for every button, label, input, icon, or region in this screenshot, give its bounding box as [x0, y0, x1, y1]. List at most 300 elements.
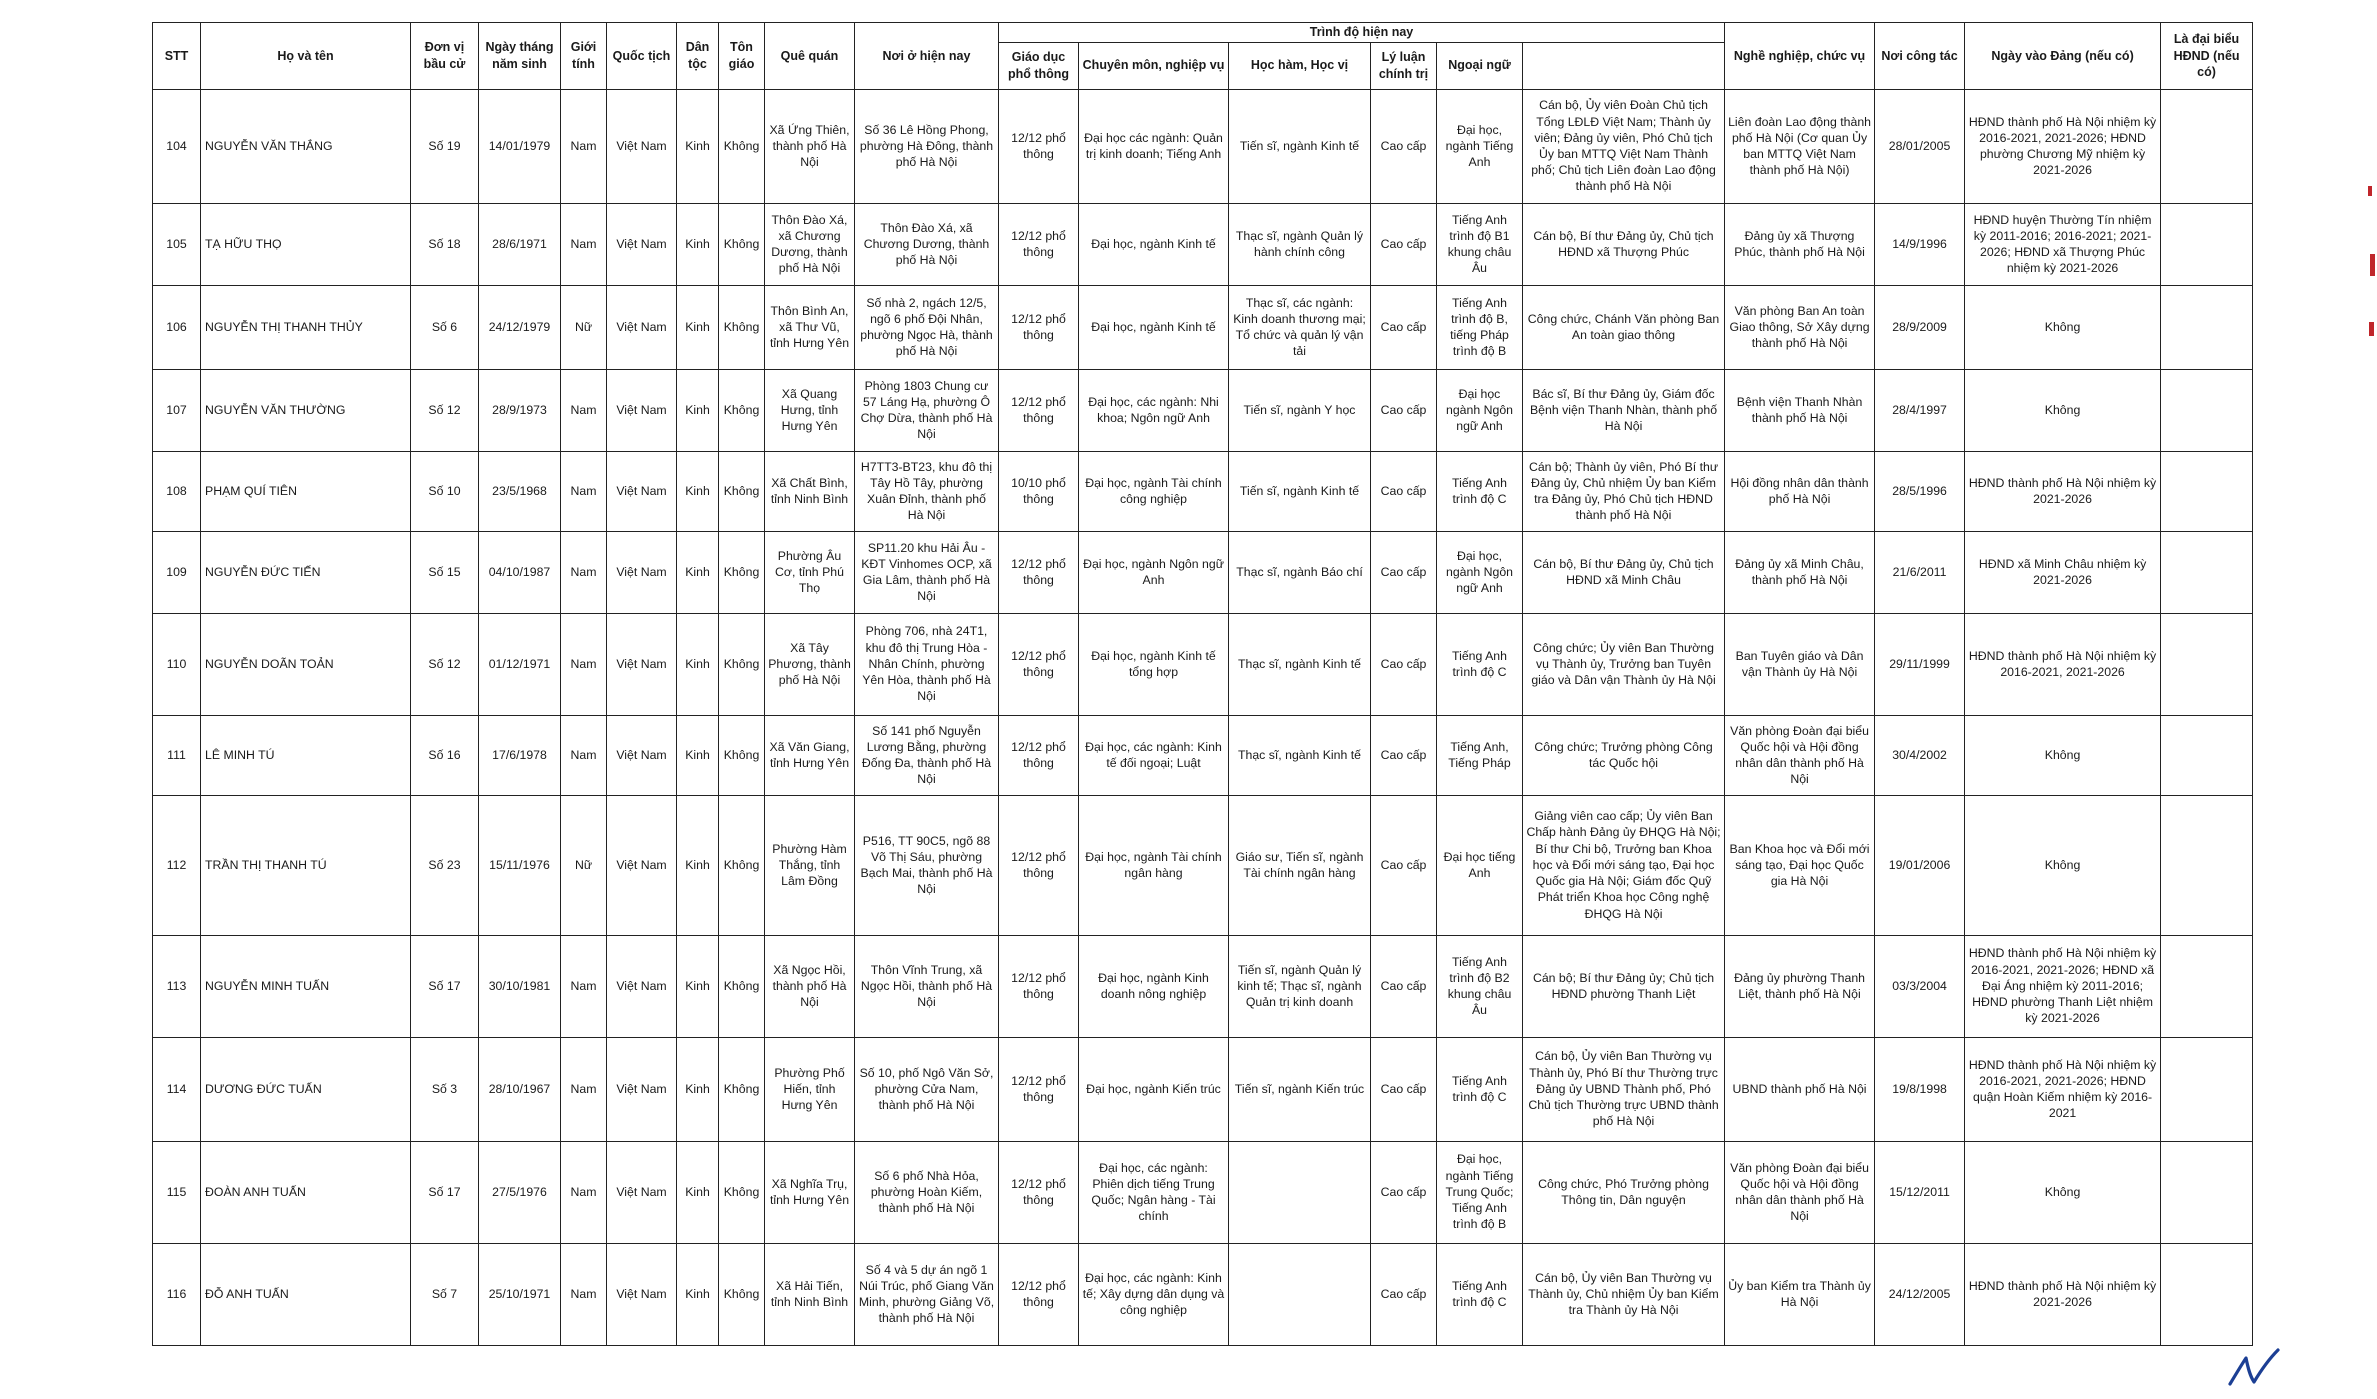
col-header-qualification-group: Trình độ hiện nay — [999, 23, 1725, 43]
political-theory: Cao cấp — [1371, 613, 1437, 715]
specialty: Đại học, ngành Kinh tế — [1079, 285, 1229, 369]
occupation-position: Công chức, Chánh Văn phòng Ban An toàn giao thông — [1523, 285, 1725, 369]
row-stt: 106 — [153, 285, 201, 369]
workplace: Đảng ủy xã Thượng Phúc, thành phố Hà Nội — [1725, 203, 1875, 285]
nationality: Việt Nam — [607, 203, 677, 285]
row-stt: 116 — [153, 1243, 201, 1345]
workplace: Ban Tuyên giáo và Dân vận Thành ủy Hà Nội — [1725, 613, 1875, 715]
table-row — [153, 369, 2253, 451]
candidate-name: LÊ MINH TÚ — [201, 715, 411, 795]
row-stt: 105 — [153, 203, 201, 285]
religion: Không — [719, 795, 765, 935]
col-header-dob: Ngày tháng năm sinh — [479, 23, 561, 90]
electoral-unit: Số 16 — [411, 715, 479, 795]
electoral-unit: Số 17 — [411, 935, 479, 1037]
academic-degree: Thạc sĩ, các ngành: Kinh doanh thương mại; Tổ chức và quản lý vận tải — [1229, 285, 1371, 369]
specialty: Đại học, ngành Kinh tế tổng hợp — [1079, 613, 1229, 715]
academic-degree: Tiến sĩ, ngành Kinh tế — [1229, 451, 1371, 531]
col-header-nationality: Quốc tịch — [607, 23, 677, 90]
note — [2161, 369, 2253, 451]
table-row — [153, 795, 2253, 935]
ethnicity: Kinh — [677, 369, 719, 451]
party-join-date: 14/9/1996 — [1875, 203, 1965, 285]
council-delegate: HĐND xã Minh Châu nhiệm kỳ 2021-2026 — [1965, 531, 2161, 613]
council-delegate: HĐND thành phố Hà Nội nhiệm kỳ 2016-2021, 2021-2026; HĐND xã Đại Áng nhiệm kỳ 2011-2016; HĐND phường Thanh Liệt nhiệm kỳ 2021-2026 — [1965, 935, 2161, 1037]
nationality: Việt Nam — [607, 613, 677, 715]
academic-degree: Tiến sĩ, ngành Y học — [1229, 369, 1371, 451]
hometown: Xã Tây Phương, thành phố Hà Nội — [765, 613, 855, 715]
academic-degree: Tiến sĩ, ngành Quản lý kinh tế; Thạc sĩ, ngành Quản trị kinh doanh — [1229, 935, 1371, 1037]
gender: Nam — [561, 89, 607, 203]
nationality: Việt Nam — [607, 935, 677, 1037]
occupation-position: Giảng viên cao cấp; Ủy viên Ban Chấp hành Đảng ủy ĐHQG Hà Nội; Bí thư Chi bộ, Trưởng ban Khoa học và Đổi mới sáng tạo, Đại học Quốc gia Hà Nội; Giám đốc Quỹ Phát triển Khoa học Công nghệ ĐHQG Hà Nội — [1523, 795, 1725, 935]
academic-degree: Thạc sĩ, ngành Kinh tế — [1229, 613, 1371, 715]
row-stt: 113 — [153, 935, 201, 1037]
political-theory: Cao cấp — [1371, 369, 1437, 451]
candidate-name: NGUYỄN VĂN THẮNG — [201, 89, 411, 203]
political-theory: Cao cấp — [1371, 935, 1437, 1037]
workplace: Đảng ủy phường Thanh Liệt, thành phố Hà Nội — [1725, 935, 1875, 1037]
col-header-occupation: Nghề nghiệp, chức vụ — [1725, 23, 1875, 90]
general-education: 12/12 phổ thông — [999, 1141, 1079, 1243]
workplace: Đảng ủy xã Minh Châu, thành phố Hà Nội — [1725, 531, 1875, 613]
council-delegate: Không — [1965, 795, 2161, 935]
nationality: Việt Nam — [607, 795, 677, 935]
specialty: Đại học, các ngành: Kinh tế; Xây dựng dân dụng và công nghiệp — [1079, 1243, 1229, 1345]
candidate-name: ĐOÀN ANH TUẤN — [201, 1141, 411, 1243]
hometown: Xã Văn Giang, tỉnh Hưng Yên — [765, 715, 855, 795]
residence: Số 4 và 5 dự án ngõ 1 Núi Trúc, phố Giang Văn Minh, phường Giảng Võ, thành phố Hà Nội — [855, 1243, 999, 1345]
nationality: Việt Nam — [607, 451, 677, 531]
note — [2161, 203, 2253, 285]
col-header-workplace: Nơi công tác — [1875, 23, 1965, 90]
council-delegate: Không — [1965, 715, 2161, 795]
col-header-ethnicity: Dân tộc — [677, 23, 719, 90]
candidate-list-sheet — [152, 22, 2252, 1342]
table-row — [153, 451, 2253, 531]
electoral-unit: Số 15 — [411, 531, 479, 613]
workplace: Văn phòng Ban An toàn Giao thông, Sở Xây dựng thành phố Hà Nội — [1725, 285, 1875, 369]
col-header-sex: Giới tính — [561, 23, 607, 90]
academic-degree: Tiến sĩ, ngành Kinh tế — [1229, 89, 1371, 203]
nationality: Việt Nam — [607, 285, 677, 369]
residence: Thôn Vĩnh Trung, xã Ngọc Hồi, thành phố Hà Nội — [855, 935, 999, 1037]
foreign-language: Đại học tiếng Anh — [1437, 795, 1523, 935]
hometown: Xã Ngọc Hồi, thành phố Hà Nội — [765, 935, 855, 1037]
general-education: 12/12 phổ thông — [999, 935, 1079, 1037]
occupation-position: Cán bộ; Bí thư Đảng ủy; Chủ tịch HĐND phường Thanh Liệt — [1523, 935, 1725, 1037]
gender: Nữ — [561, 285, 607, 369]
date-of-birth: 30/10/1981 — [479, 935, 561, 1037]
table-row — [153, 613, 2253, 715]
residence: Số 10, phố Ngô Văn Sở, phường Cửa Nam, thành phố Hà Nội — [855, 1037, 999, 1141]
council-delegate: HĐND thành phố Hà Nội nhiệm kỳ 2021-2026 — [1965, 1243, 2161, 1345]
foreign-language: Tiếng Anh trình độ C — [1437, 1243, 1523, 1345]
religion: Không — [719, 369, 765, 451]
electoral-unit: Số 3 — [411, 1037, 479, 1141]
party-join-date: 15/12/2011 — [1875, 1141, 1965, 1243]
political-theory: Cao cấp — [1371, 285, 1437, 369]
residence: H7TT3-BT23, khu đô thị Tây Hồ Tây, phường Xuân Đỉnh, thành phố Hà Nội — [855, 451, 999, 531]
party-join-date: 21/6/2011 — [1875, 531, 1965, 613]
row-stt: 111 — [153, 715, 201, 795]
residence: Số nhà 2, ngách 12/5, ngõ 6 phố Đội Nhân, phường Ngọc Hà, thành phố Hà Nội — [855, 285, 999, 369]
academic-degree: Thạc sĩ, ngành Kinh tế — [1229, 715, 1371, 795]
political-theory: Cao cấp — [1371, 1037, 1437, 1141]
foreign-language: Đại học ngành Ngôn ngữ Anh — [1437, 369, 1523, 451]
note — [2161, 935, 2253, 1037]
table-row — [153, 203, 2253, 285]
date-of-birth: 28/9/1973 — [479, 369, 561, 451]
hometown: Xã Ứng Thiên, thành phố Hà Nội — [765, 89, 855, 203]
date-of-birth: 23/5/1968 — [479, 451, 561, 531]
note — [2161, 715, 2253, 795]
specialty: Đại học, ngành Tài chính công nghiệp — [1079, 451, 1229, 531]
specialty: Đại học, các ngành: Kinh tế đối ngoại; Luật — [1079, 715, 1229, 795]
row-stt: 104 — [153, 89, 201, 203]
hometown: Xã Quang Hưng, tỉnh Hưng Yên — [765, 369, 855, 451]
col-header-foreign-language: Ngoại ngữ — [1437, 42, 1523, 89]
gender: Nữ — [561, 795, 607, 935]
row-stt: 108 — [153, 451, 201, 531]
table-row — [153, 285, 2253, 369]
workplace: Văn phòng Đoàn đại biểu Quốc hội và Hội đồng nhân dân thành phố Hà Nội — [1725, 715, 1875, 795]
nationality: Việt Nam — [607, 369, 677, 451]
party-join-date: 28/5/1996 — [1875, 451, 1965, 531]
general-education: 12/12 phổ thông — [999, 203, 1079, 285]
col-header-residence: Nơi ở hiện nay — [855, 23, 999, 90]
date-of-birth: 15/11/1976 — [479, 795, 561, 935]
note — [2161, 613, 2253, 715]
gender: Nam — [561, 1243, 607, 1345]
table-row — [153, 1243, 2253, 1345]
religion: Không — [719, 1037, 765, 1141]
political-theory: Cao cấp — [1371, 1141, 1437, 1243]
occupation-position: Bác sĩ, Bí thư Đảng ủy, Giám đốc Bệnh viện Thanh Nhàn, thành phố Hà Nội — [1523, 369, 1725, 451]
workplace: Bệnh viện Thanh Nhàn thành phố Hà Nội — [1725, 369, 1875, 451]
occupation-position: Công chức, Phó Trưởng phòng Thông tin, Dân nguyện — [1523, 1141, 1725, 1243]
gender: Nam — [561, 369, 607, 451]
nationality: Việt Nam — [607, 1141, 677, 1243]
date-of-birth: 28/6/1971 — [479, 203, 561, 285]
ethnicity: Kinh — [677, 531, 719, 613]
workplace: Liên đoàn Lao động thành phố Hà Nội (Cơ quan Ủy ban MTTQ Việt Nam thành phố Hà Nội) — [1725, 89, 1875, 203]
note — [2161, 1141, 2253, 1243]
general-education: 12/12 phổ thông — [999, 531, 1079, 613]
hometown: Xã Hải Tiến, tỉnh Ninh Bình — [765, 1243, 855, 1345]
table-row — [153, 1037, 2253, 1141]
col-header-party-date: Ngày vào Đảng (nếu có) — [1965, 23, 2161, 90]
note — [2161, 1037, 2253, 1141]
foreign-language: Tiếng Anh trình độ C — [1437, 451, 1523, 531]
col-header-religion: Tôn giáo — [719, 23, 765, 90]
col-header-political-theory: Lý luận chính trị — [1371, 42, 1437, 89]
political-theory: Cao cấp — [1371, 531, 1437, 613]
hometown: Phường Hàm Thắng, tỉnh Lâm Đồng — [765, 795, 855, 935]
date-of-birth: 27/5/1976 — [479, 1141, 561, 1243]
table-row — [153, 715, 2253, 795]
nationality: Việt Nam — [607, 1243, 677, 1345]
date-of-birth: 17/6/1978 — [479, 715, 561, 795]
foreign-language: Đại học, ngành Tiếng Trung Quốc; Tiếng Anh trình độ B — [1437, 1141, 1523, 1243]
row-stt: 110 — [153, 613, 201, 715]
residence: Phòng 706, nhà 24T1, khu đô thị Trung Hòa - Nhân Chính, phường Yên Hòa, thành phố Hà Nội — [855, 613, 999, 715]
gender: Nam — [561, 1141, 607, 1243]
specialty: Đại học, ngành Tài chính ngân hàng — [1079, 795, 1229, 935]
ethnicity: Kinh — [677, 715, 719, 795]
table-row — [153, 935, 2253, 1037]
specialty: Đại học, ngành Kinh doanh nông nghiệp — [1079, 935, 1229, 1037]
note — [2161, 1243, 2253, 1345]
gender: Nam — [561, 531, 607, 613]
foreign-language: Đại học, ngành Tiếng Anh — [1437, 89, 1523, 203]
candidate-name: DƯƠNG ĐỨC TUẤN — [201, 1037, 411, 1141]
electoral-unit: Số 6 — [411, 285, 479, 369]
party-join-date: 03/3/2004 — [1875, 935, 1965, 1037]
row-stt: 114 — [153, 1037, 201, 1141]
religion: Không — [719, 451, 765, 531]
political-theory: Cao cấp — [1371, 451, 1437, 531]
foreign-language: Tiếng Anh trình độ B1 khung châu Âu — [1437, 203, 1523, 285]
handwritten-initial-icon — [2226, 1344, 2282, 1390]
occupation-position: Công chức; Ủy viên Ban Thường vụ Thành ủy, Trưởng ban Tuyên giáo và Dân vận Thành ủy Hà Nội — [1523, 613, 1725, 715]
electoral-unit: Số 19 — [411, 89, 479, 203]
general-education: 12/12 phổ thông — [999, 1243, 1079, 1345]
party-join-date: 28/01/2005 — [1875, 89, 1965, 203]
political-theory: Cao cấp — [1371, 1243, 1437, 1345]
col-header-stt: STT — [153, 23, 201, 90]
col-header-hometown: Quê quán — [765, 23, 855, 90]
specialty: Đại học, ngành Ngôn ngữ Anh — [1079, 531, 1229, 613]
political-theory: Cao cấp — [1371, 203, 1437, 285]
electoral-unit: Số 7 — [411, 1243, 479, 1345]
gender: Nam — [561, 203, 607, 285]
academic-degree: Thạc sĩ, ngành Quản lý hành chính công — [1229, 203, 1371, 285]
general-education: 12/12 phổ thông — [999, 1037, 1079, 1141]
religion: Không — [719, 89, 765, 203]
candidate-name: TẠ HỮU THỌ — [201, 203, 411, 285]
col-header-specialty: Chuyên môn, nghiệp vụ — [1079, 42, 1229, 89]
council-delegate: Không — [1965, 285, 2161, 369]
electoral-unit: Số 18 — [411, 203, 479, 285]
foreign-language: Tiếng Anh trình độ B2 khung châu Âu — [1437, 935, 1523, 1037]
workplace: Hội đồng nhân dân thành phố Hà Nội — [1725, 451, 1875, 531]
religion: Không — [719, 1243, 765, 1345]
party-join-date: 19/8/1998 — [1875, 1037, 1965, 1141]
candidate-name: ĐỖ ANH TUẤN — [201, 1243, 411, 1345]
table-row — [153, 89, 2253, 203]
specialty: Đại học, các ngành: Phiên dịch tiếng Trung Quốc; Ngân hàng - Tài chính — [1079, 1141, 1229, 1243]
date-of-birth: 28/10/1967 — [479, 1037, 561, 1141]
party-join-date: 30/4/2002 — [1875, 715, 1965, 795]
hometown: Thôn Bình An, xã Thư Vũ, tỉnh Hưng Yên — [765, 285, 855, 369]
ethnicity: Kinh — [677, 1037, 719, 1141]
council-delegate: HĐND thành phố Hà Nội nhiệm kỳ 2016-2021, 2021-2026; HĐND quận Hoàn Kiếm nhiệm kỳ 2016-2021 — [1965, 1037, 2161, 1141]
gender: Nam — [561, 1037, 607, 1141]
general-education: 10/10 phổ thông — [999, 451, 1079, 531]
party-join-date: 28/9/2009 — [1875, 285, 1965, 369]
row-stt: 109 — [153, 531, 201, 613]
row-stt: 115 — [153, 1141, 201, 1243]
gender: Nam — [561, 715, 607, 795]
ethnicity: Kinh — [677, 1141, 719, 1243]
foreign-language: Tiếng Anh trình độ B, tiếng Pháp trình độ B — [1437, 285, 1523, 369]
nationality: Việt Nam — [607, 89, 677, 203]
religion: Không — [719, 935, 765, 1037]
candidate-name: NGUYỄN MINH TUẤN — [201, 935, 411, 1037]
workplace: Ban Khoa học và Đổi mới sáng tạo, Đại học Quốc gia Hà Nội — [1725, 795, 1875, 935]
religion: Không — [719, 285, 765, 369]
candidate-name: PHẠM QUÍ TIÊN — [201, 451, 411, 531]
table-row — [153, 531, 2253, 613]
academic-degree: Giáo sư, Tiến sĩ, ngành Tài chính ngân hàng — [1229, 795, 1371, 935]
occupation-position: Cán bộ, Ủy viên Đoàn Chủ tịch Tổng LĐLĐ Việt Nam; Thành ủy viên; Đảng ủy viên, Phó Chủ tịch Ủy ban MTTQ Việt Nam Thành phố; Chủ tịch Liên đoàn Lao động thành phố Hà Nội — [1523, 89, 1725, 203]
general-education: 12/12 phổ thông — [999, 89, 1079, 203]
general-education: 12/12 phổ thông — [999, 369, 1079, 451]
nationality: Việt Nam — [607, 1037, 677, 1141]
party-join-date: 29/11/1999 — [1875, 613, 1965, 715]
col-header-general-edu: Giáo dục phổ thông — [999, 42, 1079, 89]
workplace: Văn phòng Đoàn đại biểu Quốc hội và Hội đồng nhân dân thành phố Hà Nội — [1725, 1141, 1875, 1243]
party-join-date: 24/12/2005 — [1875, 1243, 1965, 1345]
foreign-language: Tiếng Anh trình độ C — [1437, 613, 1523, 715]
party-join-date: 28/4/1997 — [1875, 369, 1965, 451]
religion: Không — [719, 531, 765, 613]
academic-degree — [1229, 1243, 1371, 1345]
electoral-unit: Số 12 — [411, 613, 479, 715]
residence: Thôn Đào Xá, xã Chương Dương, thành phố Hà Nội — [855, 203, 999, 285]
row-stt: 112 — [153, 795, 201, 935]
ethnicity: Kinh — [677, 613, 719, 715]
ethnicity: Kinh — [677, 935, 719, 1037]
specialty: Đại học, các ngành: Nhi khoa; Ngôn ngữ Anh — [1079, 369, 1229, 451]
specialty: Đại học, ngành Kiến trúc — [1079, 1037, 1229, 1141]
red-stamp-edge — [2368, 186, 2372, 196]
col-header-name: Họ và tên — [201, 23, 411, 90]
candidate-rows — [153, 89, 2253, 1345]
religion: Không — [719, 1141, 765, 1243]
general-education: 12/12 phổ thông — [999, 285, 1079, 369]
hometown: Phường Phố Hiến, tỉnh Hưng Yên — [765, 1037, 855, 1141]
row-stt: 107 — [153, 369, 201, 451]
col-header-council-delegate: Là đại biểu HĐND (nếu có) — [2161, 23, 2253, 90]
religion: Không — [719, 203, 765, 285]
hometown: Xã Nghĩa Trụ, tỉnh Hưng Yên — [765, 1141, 855, 1243]
note — [2161, 531, 2253, 613]
candidate-name: NGUYỄN DOÃN TOẢN — [201, 613, 411, 715]
col-header-unit: Đơn vị bầu cử — [411, 23, 479, 90]
note — [2161, 795, 2253, 935]
workplace: UBND thành phố Hà Nội — [1725, 1037, 1875, 1141]
foreign-language: Tiếng Anh trình độ C — [1437, 1037, 1523, 1141]
red-stamp-edge — [2369, 322, 2374, 336]
political-theory: Cao cấp — [1371, 89, 1437, 203]
foreign-language: Tiếng Anh, Tiếng Pháp — [1437, 715, 1523, 795]
council-delegate: Không — [1965, 1141, 2161, 1243]
academic-degree: Tiến sĩ, ngành Kiến trúc — [1229, 1037, 1371, 1141]
residence: Số 6 phố Nhà Hỏa, phường Hoàn Kiếm, thành phố Hà Nội — [855, 1141, 999, 1243]
electoral-unit: Số 23 — [411, 795, 479, 935]
general-education: 12/12 phổ thông — [999, 715, 1079, 795]
nationality: Việt Nam — [607, 531, 677, 613]
nationality: Việt Nam — [607, 715, 677, 795]
candidate-table — [152, 22, 2253, 1346]
red-stamp-edge — [2370, 254, 2375, 276]
note — [2161, 285, 2253, 369]
ethnicity: Kinh — [677, 1243, 719, 1345]
date-of-birth: 04/10/1987 — [479, 531, 561, 613]
date-of-birth: 24/12/1979 — [479, 285, 561, 369]
council-delegate: HĐND thành phố Hà Nội nhiệm kỳ 2016-2021, 2021-2026 — [1965, 613, 2161, 715]
ethnicity: Kinh — [677, 203, 719, 285]
hometown: Phường Âu Cơ, tỉnh Phú Thọ — [765, 531, 855, 613]
occupation-position: Công chức; Trưởng phòng Công tác Quốc hội — [1523, 715, 1725, 795]
col-header-degree: Học hàm, Học vị — [1229, 42, 1371, 89]
ethnicity: Kinh — [677, 89, 719, 203]
date-of-birth: 14/01/1979 — [479, 89, 561, 203]
note — [2161, 89, 2253, 203]
gender: Nam — [561, 935, 607, 1037]
party-join-date: 19/01/2006 — [1875, 795, 1965, 935]
electoral-unit: Số 12 — [411, 369, 479, 451]
religion: Không — [719, 715, 765, 795]
hometown: Thôn Đào Xá, xã Chương Dương, thành phố Hà Nội — [765, 203, 855, 285]
residence: Phòng 1803 Chung cư 57 Láng Hạ, phường Ô Chợ Dừa, thành phố Hà Nội — [855, 369, 999, 451]
council-delegate: HĐND thành phố Hà Nội nhiệm kỳ 2016-2021, 2021-2026; HĐND phường Chương Mỹ nhiệm kỳ 2021-2026 — [1965, 89, 2161, 203]
academic-degree — [1229, 1141, 1371, 1243]
gender: Nam — [561, 613, 607, 715]
general-education: 12/12 phổ thông — [999, 795, 1079, 935]
religion: Không — [719, 613, 765, 715]
gender: Nam — [561, 451, 607, 531]
candidate-name: TRẦN THỊ THANH TÚ — [201, 795, 411, 935]
specialty: Đại học các ngành: Quản trị kinh doanh; Tiếng Anh — [1079, 89, 1229, 203]
note — [2161, 451, 2253, 531]
residence: Số 36 Lê Hồng Phong, phường Hà Đông, thành phố Hà Nội — [855, 89, 999, 203]
electoral-unit: Số 17 — [411, 1141, 479, 1243]
date-of-birth: 01/12/1971 — [479, 613, 561, 715]
political-theory: Cao cấp — [1371, 715, 1437, 795]
residence: Số 141 phố Nguyễn Lương Bằng, phường Đống Đa, thành phố Hà Nội — [855, 715, 999, 795]
occupation-position: Cán bộ, Ủy viên Ban Thường vụ Thành ủy, Chủ nhiệm Ủy ban Kiểm tra Thành ủy Hà Nội — [1523, 1243, 1725, 1345]
council-delegate: HĐND huyện Thường Tín nhiệm kỳ 2011-2016; 2016-2021; 2021-2026; HĐND xã Thượng Phúc nhiệm kỳ 2021-2026 — [1965, 203, 2161, 285]
council-delegate: HĐND thành phố Hà Nội nhiệm kỳ 2021-2026 — [1965, 451, 2161, 531]
candidate-name: NGUYỄN VĂN THƯỜNG — [201, 369, 411, 451]
hometown: Xã Chất Bình, tỉnh Ninh Bình — [765, 451, 855, 531]
council-delegate: Không — [1965, 369, 2161, 451]
candidate-name: NGUYỄN ĐỨC TIẾN — [201, 531, 411, 613]
academic-degree: Thạc sĩ, ngành Báo chí — [1229, 531, 1371, 613]
date-of-birth: 25/10/1971 — [479, 1243, 561, 1345]
candidate-name: NGUYỄN THỊ THANH THỦY — [201, 285, 411, 369]
occupation-position: Cán bộ, Bí thư Đảng ủy, Chủ tịch HĐND xã Minh Châu — [1523, 531, 1725, 613]
table-row — [153, 1141, 2253, 1243]
occupation-position: Cán bộ; Thành ủy viên, Phó Bí thư Đảng ủy, Chủ nhiệm Ủy ban Kiểm tra Đảng ủy, Phó Chủ tịch HĐND thành phố Hà Nội — [1523, 451, 1725, 531]
foreign-language: Đại học, ngành Ngôn ngữ Anh — [1437, 531, 1523, 613]
ethnicity: Kinh — [677, 285, 719, 369]
political-theory: Cao cấp — [1371, 795, 1437, 935]
ethnicity: Kinh — [677, 795, 719, 935]
residence: SP11.20 khu Hải Âu - KĐT Vinhomes OCP, xã Gia Lâm, thành phố Hà Nội — [855, 531, 999, 613]
occupation-position: Cán bộ, Bí thư Đảng ủy, Chủ tịch HĐND xã Thượng Phúc — [1523, 203, 1725, 285]
occupation-position: Cán bộ, Ủy viên Ban Thường vụ Thành ủy, Phó Bí thư Thường trực Đảng ủy UBND Thành phố, Phó Chủ tịch Thường trực UBND thành phố Hà Nội — [1523, 1037, 1725, 1141]
electoral-unit: Số 10 — [411, 451, 479, 531]
general-education: 12/12 phổ thông — [999, 613, 1079, 715]
specialty: Đại học, ngành Kinh tế — [1079, 203, 1229, 285]
workplace: Ủy ban Kiểm tra Thành ủy Hà Nội — [1725, 1243, 1875, 1345]
ethnicity: Kinh — [677, 451, 719, 531]
residence: P516, TT 90C5, ngõ 88 Võ Thị Sáu, phường Bạch Mai, thành phố Hà Nội — [855, 795, 999, 935]
